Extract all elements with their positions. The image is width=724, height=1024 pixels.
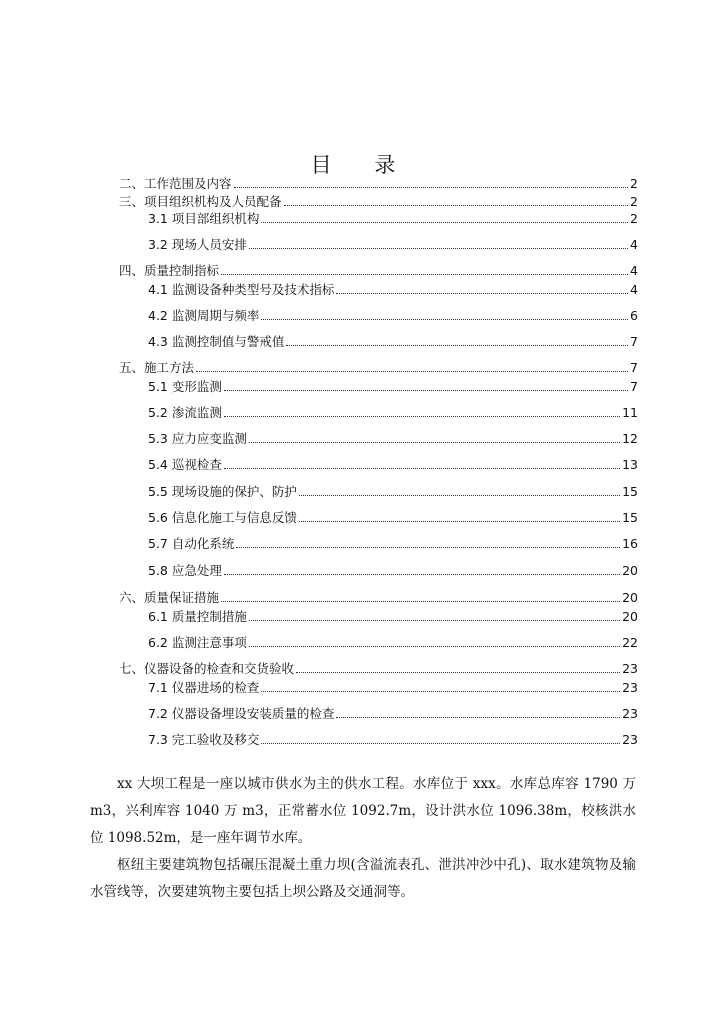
- toc-entry[interactable]: [148, 405, 638, 421]
- toc-entry-page-number: 11: [622, 405, 638, 420]
- toc-entry-page-number: 12: [622, 431, 638, 446]
- toc-entry-label: 四、质量控制指标: [119, 263, 220, 278]
- toc-entry-page-number: 15: [622, 484, 638, 499]
- toc-dot-leader: [224, 574, 620, 575]
- toc-entry[interactable]: [119, 263, 638, 279]
- toc-dot-leader: [234, 187, 629, 188]
- toc-entry-page-number: 20: [622, 590, 638, 605]
- toc-entry-label: 5.8 应急处理: [148, 563, 222, 578]
- toc-entry-page-number: 4: [630, 263, 638, 278]
- toc-dot-leader: [224, 468, 620, 469]
- toc-entry[interactable]: [148, 609, 638, 625]
- toc-dot-leader: [261, 691, 620, 692]
- toc-entry-page-number: 23: [622, 706, 638, 721]
- toc-entry[interactable]: [148, 510, 638, 526]
- toc-entry[interactable]: [119, 360, 638, 376]
- toc-dot-leader: [336, 293, 628, 294]
- toc-entry-page-number: 7: [630, 360, 638, 375]
- toc-entry-page-number: 4: [630, 237, 638, 252]
- toc-entry[interactable]: [148, 484, 638, 500]
- toc-dot-leader: [336, 717, 620, 718]
- toc-entry-label: 4.2 监测周期与频率: [148, 308, 260, 323]
- toc-dot-leader: [284, 205, 629, 206]
- toc-entry-label: 5.5 现场设施的保护、防护: [148, 484, 297, 499]
- toc-entry[interactable]: [148, 334, 638, 350]
- toc-entry-page-number: 16: [622, 536, 638, 551]
- toc-entry-label: 3.1 项目部组织机构: [148, 211, 260, 226]
- toc-entry-page-number: 20: [622, 609, 638, 624]
- toc-dot-leader: [249, 248, 628, 249]
- toc-dot-leader: [299, 521, 620, 522]
- toc-entry[interactable]: [148, 635, 638, 651]
- body-paragraph-1: xx 大坝工程是一座以城市供水为主的供水工程。水库位于 xxx。水库总库容 1790 万 m3，兴利库容 1040 万 m3，正常蓄水位 1092.7m，设计洪水位 1096.38m，校核洪水位 1098.52m，是一座年调节水库。: [90, 775, 636, 846]
- toc-dot-leader: [224, 416, 620, 417]
- toc-dot-leader: [196, 371, 628, 372]
- toc-dot-leader: [221, 274, 628, 275]
- toc-entry[interactable]: [119, 661, 638, 677]
- toc-entry[interactable]: [148, 706, 638, 722]
- toc-entry[interactable]: [148, 379, 638, 395]
- toc-dot-leader: [221, 601, 620, 602]
- toc-entry[interactable]: [148, 308, 638, 324]
- toc-dot-leader: [286, 345, 628, 346]
- toc-entry[interactable]: [148, 732, 638, 748]
- toc-entry-page-number: 15: [622, 510, 638, 525]
- toc-entry-label: 7.3 完工验收及移交: [148, 732, 260, 747]
- toc-entry-page-number: 2: [630, 211, 638, 226]
- toc-entry-label: 5.7 自动化系统: [148, 536, 235, 551]
- toc-entry-page-number: 7: [630, 379, 638, 394]
- toc-entry-page-number: 23: [622, 661, 638, 676]
- toc-entry[interactable]: [148, 237, 638, 253]
- toc-dot-leader: [261, 222, 628, 223]
- toc-entry-label: 4.3 监测控制值与警戒值: [148, 334, 285, 349]
- toc-entry-label: 5.6 信息化施工与信息反馈: [148, 510, 297, 525]
- toc-entry-page-number: 7: [630, 334, 638, 349]
- toc-dot-leader: [299, 495, 620, 496]
- toc-dot-leader: [261, 743, 620, 744]
- toc-entry[interactable]: [148, 457, 638, 473]
- toc-dot-leader: [249, 646, 620, 647]
- toc-entry[interactable]: [148, 680, 638, 696]
- toc-entry-page-number: 6: [630, 308, 638, 323]
- toc-entry-label: 7.2 仪器设备埋设安装质量的检查: [148, 706, 335, 721]
- toc-entry-page-number: 4: [630, 282, 638, 297]
- toc-entry-label: 三、项目组织机构及人员配备: [119, 194, 282, 209]
- toc-entry-label: 六、质量保证措施: [119, 590, 220, 605]
- toc-dot-leader: [249, 442, 620, 443]
- toc-entry[interactable]: [119, 590, 638, 606]
- toc-entry-page-number: 23: [622, 680, 638, 695]
- toc-entry-label: 3.2 现场人员安排: [148, 237, 247, 252]
- toc-dot-leader: [296, 672, 620, 673]
- toc-entry-label: 5.3 应力应变监测: [148, 431, 247, 446]
- toc-entry-label: 5.1 变形监测: [148, 379, 222, 394]
- toc-entry[interactable]: [148, 536, 638, 552]
- toc-entry-label: 二、工作范围及内容: [119, 176, 232, 191]
- toc-entry-page-number: 13: [622, 457, 638, 472]
- toc-entry[interactable]: [119, 176, 638, 192]
- toc-dot-leader: [224, 390, 628, 391]
- toc-entry[interactable]: [148, 431, 638, 447]
- toc-entry-page-number: 22: [622, 635, 638, 650]
- toc-entry-label: 5.2 渗流监测: [148, 405, 222, 420]
- toc-entry[interactable]: [148, 282, 638, 298]
- toc-entry[interactable]: [119, 194, 638, 210]
- toc-dot-leader: [249, 620, 620, 621]
- toc-entry-label: 4.1 监测设备种类型号及技术指标: [148, 282, 335, 297]
- toc-entry-label: 七、仪器设备的检查和交货验收: [119, 661, 295, 676]
- toc-entry-label: 5.4 巡视检查: [148, 457, 222, 472]
- toc-entry[interactable]: [148, 563, 638, 579]
- toc-dot-leader: [236, 547, 620, 548]
- toc-entry-label: 五、施工方法: [119, 360, 195, 375]
- toc-entry-page-number: 20: [622, 563, 638, 578]
- toc-entry-label: 6.1 质量控制措施: [148, 609, 247, 624]
- toc-entry-page-number: 2: [630, 194, 638, 209]
- toc-entry-label: 7.1 仪器进场的检查: [148, 680, 260, 695]
- toc-entry-label: 6.2 监测注意事项: [148, 635, 247, 650]
- toc-entry-page-number: 2: [630, 176, 638, 191]
- toc-dot-leader: [261, 319, 628, 320]
- toc-title: 目 录: [310, 153, 414, 177]
- toc-entry[interactable]: [148, 211, 638, 227]
- body-paragraph-2: 枢纽主要建筑物包括碾压混凝土重力坝(含溢流表孔、泄洪冲沙中孔)、取水建筑物及输水管线等，次要建筑物主要包括上坝公路及交通洞等。: [90, 856, 636, 900]
- toc-entry-page-number: 23: [622, 732, 638, 747]
